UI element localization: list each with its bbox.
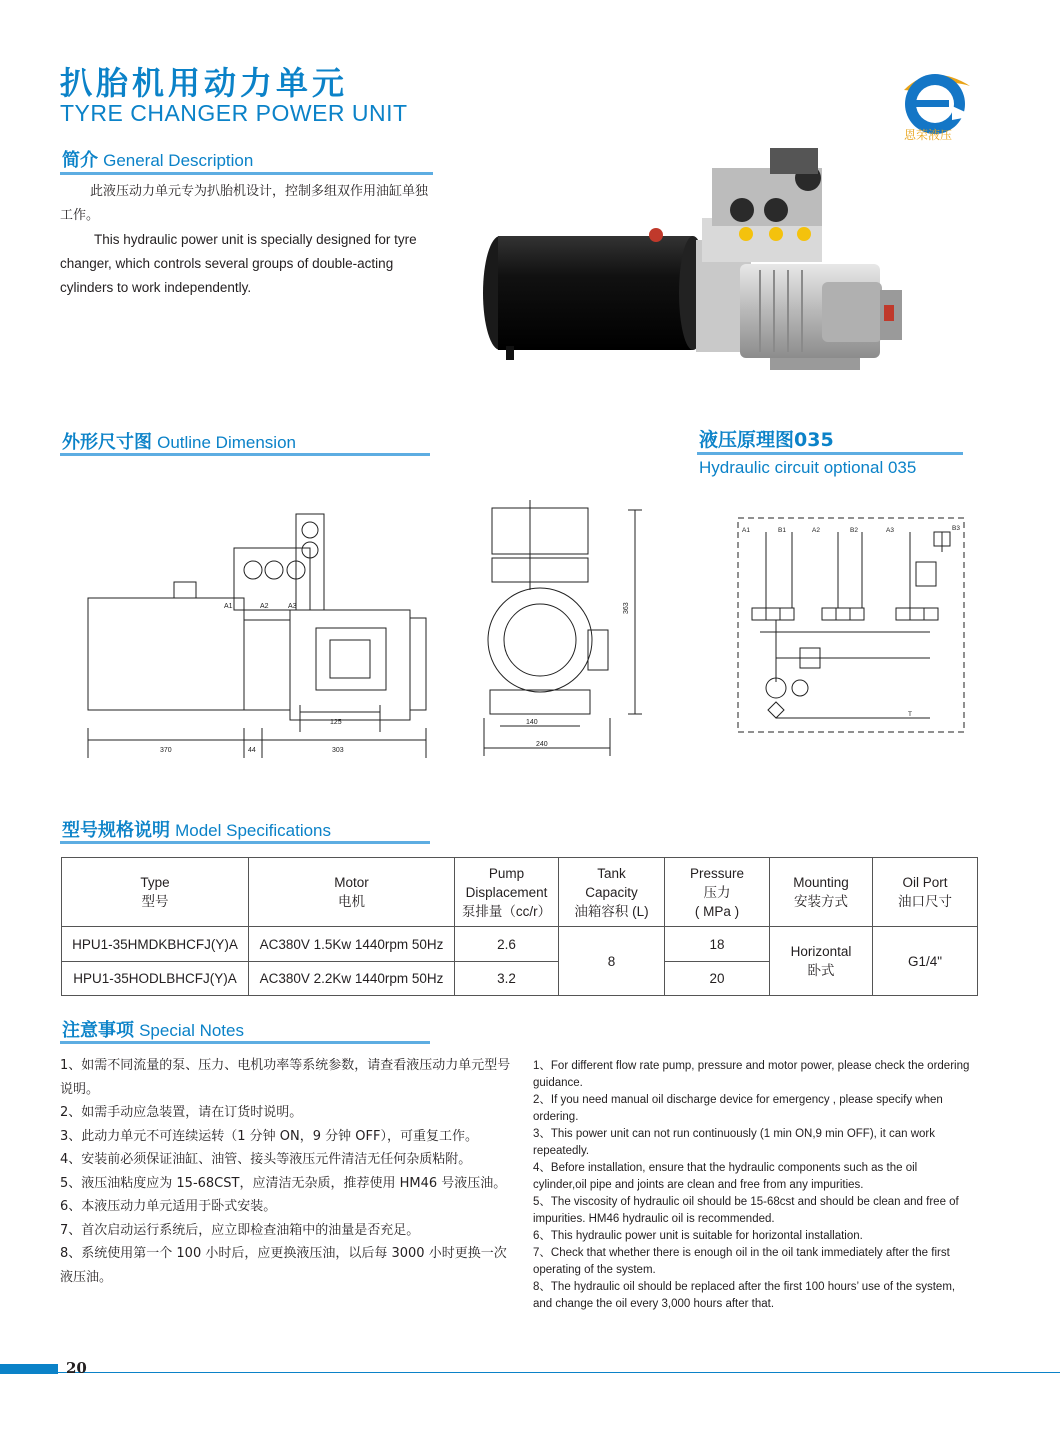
general-heading-cn: 简介 bbox=[62, 150, 98, 171]
list-item: 6、本液压动力单元适用于卧式安装。 bbox=[60, 1199, 277, 1214]
header-tank-en1: Tank bbox=[597, 865, 626, 881]
circuit-subheading-text: Hydraulic circuit optional 035 bbox=[699, 458, 917, 477]
hydraulic-circuit-drawing bbox=[730, 512, 970, 740]
circuit-port-a3: A3 bbox=[886, 527, 894, 534]
dim-label-370: 370 bbox=[160, 747, 172, 754]
general-text-cn: 此液压动力单元专为扒胎机设计，控制多组双作用油缸单独工作。 bbox=[60, 184, 429, 223]
brand-logo bbox=[892, 56, 982, 146]
specs-heading bbox=[62, 816, 331, 842]
header-mounting bbox=[770, 858, 873, 927]
mounting-en: Horizontal bbox=[790, 944, 852, 959]
general-heading-en: General Description bbox=[103, 151, 254, 170]
specs-table bbox=[61, 857, 978, 996]
header-motor-cn: 电机 bbox=[338, 894, 365, 909]
header-type bbox=[62, 858, 249, 927]
header-mounting-cn: 安装方式 bbox=[794, 894, 848, 909]
row2-pressure: 20 bbox=[665, 962, 770, 996]
row2-type: HPU1-35HODLBHCFJ(Y)A bbox=[62, 962, 249, 996]
power-unit-illustration bbox=[470, 140, 910, 380]
header-tank bbox=[559, 858, 665, 927]
specs-heading-en: Model Specifications bbox=[175, 821, 332, 840]
header-port bbox=[873, 858, 978, 927]
page-title-cn: 扒胎机用动力单元 bbox=[60, 64, 349, 102]
page-title-en: TYRE CHANGER POWER UNIT bbox=[60, 100, 408, 126]
dim-label-303: 303 bbox=[332, 747, 344, 754]
list-item: 6、This hydraulic power unit is suitable for horizontal installation. bbox=[533, 1230, 863, 1242]
specs-rule bbox=[60, 841, 430, 844]
dim-label-240: 240 bbox=[536, 741, 548, 748]
header-motor bbox=[249, 858, 455, 927]
circuit-port-b2: B2 bbox=[850, 527, 858, 534]
mounting-cn: 卧式 bbox=[807, 963, 835, 978]
header-tank-en2: Capacity bbox=[585, 884, 638, 900]
row1-pressure: 18 bbox=[665, 927, 770, 962]
hydraulic-circuit bbox=[730, 512, 970, 740]
dim-label-363: 363 bbox=[623, 602, 630, 614]
port-label-a3: A3 bbox=[288, 603, 297, 610]
specs-table-wrap bbox=[61, 857, 978, 996]
list-item: 7、Check that whether there is enough oil in the oil tank immediately after the first operating of the system. bbox=[533, 1247, 950, 1276]
row2-motor: AC380V 2.2Kw 1440rpm 50Hz bbox=[249, 962, 455, 996]
list-item: 4、安装前必须保证油缸、油管、接头等液压元件清洁无任何杂质粘附。 bbox=[60, 1152, 472, 1167]
notes-en-list bbox=[533, 1058, 973, 1313]
header-pressure-en: Pressure bbox=[689, 865, 745, 881]
header-motor-en: Motor bbox=[334, 875, 369, 890]
notes-heading-cn: 注意事项 bbox=[62, 1020, 134, 1041]
list-item: 2、如需手动应急装置，请在订货时说明。 bbox=[60, 1105, 303, 1120]
list-item: 4、Before installation, ensure that the hydraulic components such as the oil cylinder,oil pipe and joints are clean and free from any impurities. bbox=[533, 1162, 918, 1191]
circuit-port-b1: B1 bbox=[778, 527, 786, 534]
page-number: 20 bbox=[66, 1359, 87, 1377]
dim-label-125: 125 bbox=[330, 719, 342, 726]
list-item: 2、If you need manual oil discharge device for emergency , please specify when ordering. bbox=[533, 1094, 943, 1123]
list-item: 3、此动力单元不可连续运转（1 分钟 ON，9 分钟 OFF），可重复工作。 bbox=[60, 1128, 478, 1144]
port-label-a1: A1 bbox=[224, 603, 233, 610]
product-photo bbox=[470, 140, 910, 380]
row1-motor: AC380V 1.5Kw 1440rpm 50Hz bbox=[249, 927, 455, 962]
circuit-port-a2: A2 bbox=[812, 527, 820, 534]
list-item: 7、首次启动运行系统后，应立即检查油箱中的油量是否充足。 bbox=[60, 1222, 420, 1238]
outline-heading-cn: 外形尺寸图 bbox=[62, 432, 152, 453]
header-pump bbox=[455, 858, 559, 927]
port-label-a2: A2 bbox=[260, 603, 269, 610]
list-item: 5、The viscosity of hydraulic oil should be 15-68cst and should be clean and free of impurities. HM46 hydraulic oil is recommended. bbox=[533, 1196, 959, 1225]
notes-cn-list bbox=[60, 1054, 512, 1289]
header-pump-en1: Pump bbox=[488, 865, 525, 881]
header-type-en: Type bbox=[140, 875, 170, 890]
header-pump-cn: 泵排量（cc/r） bbox=[461, 903, 552, 919]
side-view-drawing bbox=[60, 500, 440, 780]
mounting-cell bbox=[770, 927, 873, 996]
notes-heading bbox=[62, 1016, 244, 1042]
list-item: 8、The hydraulic oil should be replaced after the first 100 hours’ use of the system, and change the oil every 3,000 hours after that. bbox=[533, 1281, 956, 1310]
dim-label-44: 44 bbox=[248, 747, 256, 754]
header-pressure-unit: ( MPa ) bbox=[694, 903, 740, 919]
dim-label-140: 140 bbox=[526, 719, 538, 726]
circuit-rule bbox=[697, 452, 963, 455]
specs-heading-cn: 型号规格说明 bbox=[62, 820, 170, 841]
footer-line bbox=[58, 1372, 1060, 1373]
circuit-port-b3: B3 bbox=[952, 525, 960, 532]
page-number-bar bbox=[0, 1364, 58, 1374]
outline-heading bbox=[62, 428, 296, 454]
circuit-heading bbox=[699, 425, 834, 452]
notes-rule bbox=[60, 1041, 430, 1044]
circuit-heading-text: 液压原理图035 bbox=[699, 429, 834, 451]
notes-heading-en: Special Notes bbox=[139, 1021, 244, 1040]
header-type-cn: 型号 bbox=[141, 894, 169, 909]
oil-port: G1/4" bbox=[873, 927, 978, 996]
table-row bbox=[62, 927, 978, 962]
header-port-en: Oil Port bbox=[902, 875, 948, 890]
outline-rule bbox=[60, 453, 430, 456]
list-item: 3、This power unit can not run continuously (1 min ON,9 min OFF), it can work repeatedly. bbox=[533, 1128, 936, 1157]
header-pressure bbox=[665, 858, 770, 927]
header-pressure-cn: 压力 bbox=[703, 884, 731, 900]
general-heading bbox=[62, 146, 253, 172]
tank-capacity: 8 bbox=[559, 927, 665, 996]
row2-pump: 3.2 bbox=[455, 962, 559, 996]
header-pump-en2: Displacement bbox=[465, 884, 548, 900]
header-mounting-en: Mounting bbox=[793, 875, 849, 890]
circuit-subheading bbox=[699, 458, 916, 478]
header-tank-cn: 油箱容积 (L) bbox=[574, 903, 649, 919]
circuit-port-t: T bbox=[908, 711, 912, 718]
outline-front-view bbox=[470, 490, 650, 780]
list-item: 8、系统使用第一个 100 小时后，应更换液压油，以后每 3000 小时更换一次液压油。 bbox=[60, 1246, 507, 1285]
outline-heading-en: Outline Dimension bbox=[157, 433, 296, 452]
specs-header-row bbox=[62, 858, 978, 927]
row1-pump: 2.6 bbox=[455, 927, 559, 962]
circuit-port-a1: A1 bbox=[742, 527, 750, 534]
list-item: 1、For different flow rate pump, pressure and motor power, please check the ordering guidance. bbox=[533, 1060, 970, 1089]
general-text-en: This hydraulic power unit is specially designed for tyre changer, which controls several groups of double-acting cylinders to work independently. bbox=[60, 232, 417, 295]
list-item: 1、如需不同流量的泵、压力、电机功率等系统参数，请查看液压动力单元型号说明。 bbox=[60, 1058, 511, 1097]
header-port-cn: 油口尺寸 bbox=[898, 894, 952, 909]
general-rule bbox=[60, 172, 433, 175]
row1-type: HPU1-35HMDKBHCFJ(Y)A bbox=[62, 927, 249, 962]
list-item: 5、液压油粘度应为 15-68CST，应清洁无杂质，推荐使用 HM46 号液压油。 bbox=[60, 1175, 507, 1191]
brand-name: 恩荣液压 bbox=[904, 128, 953, 142]
outline-side-view bbox=[60, 500, 440, 780]
front-view-drawing bbox=[470, 490, 650, 780]
